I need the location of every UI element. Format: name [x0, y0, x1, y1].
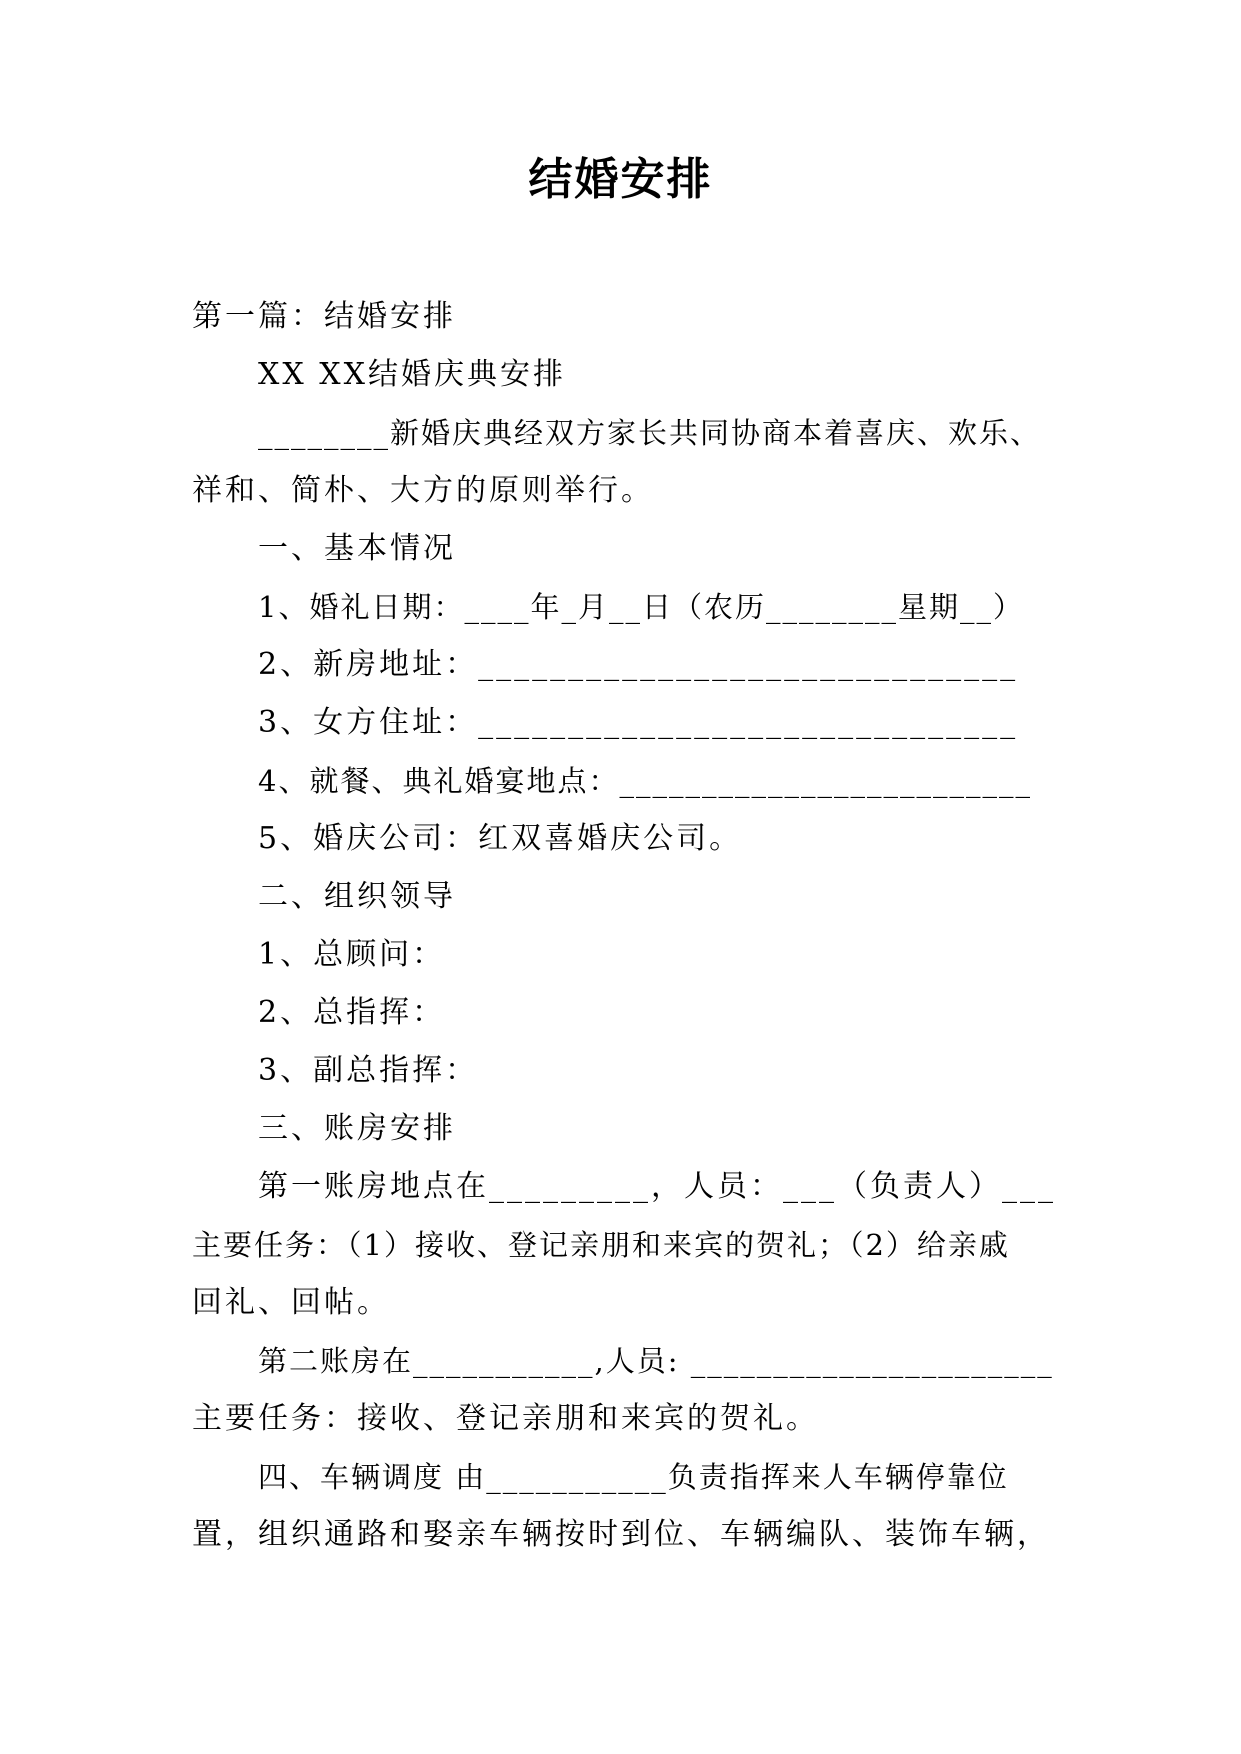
document-body	[192, 288, 1062, 1564]
text-line: 2、总指挥：	[258, 995, 446, 1030]
text-line: 第一篇：结婚安排	[192, 299, 456, 334]
text-line: 置，组织通路和娶亲车辆按时到位、车辆编队、装饰车辆，	[192, 1517, 1050, 1552]
text-line: ________新婚庆典经双方家长共同协商本着喜庆、欢乐、	[258, 416, 1042, 450]
text-line: 1、婚礼日期：____年_月__日（农历________星期__）	[258, 590, 1024, 624]
text-line: 3、女方住址：______________________________	[258, 705, 1019, 740]
text-line: 5、婚庆公司：红双喜婚庆公司。	[258, 821, 743, 856]
section-heading: 四、车辆调度 由___________负责指挥来人车辆停靠位	[258, 1460, 1009, 1494]
text-line: 1、总顾问：	[258, 937, 446, 972]
section-heading: 三、账房安排	[258, 1111, 456, 1146]
text-line: 4、就餐、典礼婚宴地点：_________________________	[258, 764, 1032, 798]
text-line: 第一账房地点在_________，人员：___（负责人）___	[258, 1169, 1056, 1204]
text-line: 第二账房在___________,人员: ______________________	[258, 1344, 1054, 1378]
section-heading: 二、组织领导	[258, 879, 456, 914]
text-line: 3、副总指挥：	[258, 1053, 479, 1088]
text-line: 主要任务：接收、登记亲朋和来宾的贺礼。	[192, 1401, 819, 1436]
text-line: 主要任务：（1）接收、登记亲朋和来宾的贺礼；（2）给亲戚	[192, 1228, 1010, 1262]
section-heading: 一、基本情况	[258, 531, 456, 566]
text-line: 2、新房地址：______________________________	[258, 647, 1019, 682]
text-line: 祥和、简朴、大方的原则举行。	[192, 473, 654, 508]
document-title: 结婚安排	[528, 154, 713, 205]
text-line: 回礼、回帖。	[192, 1285, 390, 1320]
text-line: XX XX结婚庆典安排	[258, 357, 566, 392]
